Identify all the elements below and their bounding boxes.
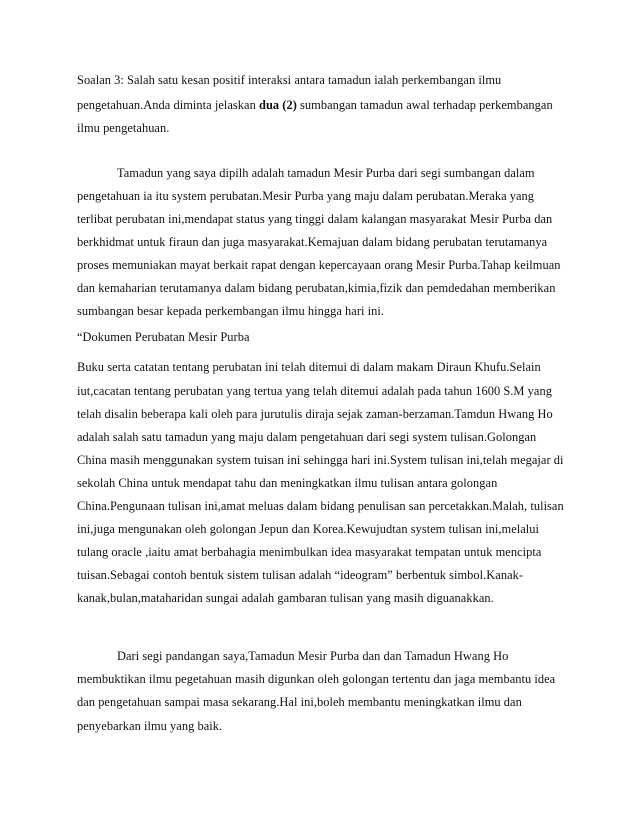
paragraph-line: Buku serta catatan tentang perubatan ini telah ditemui di dalam makam Diraun Khufu.Selain	[77, 360, 541, 374]
paragraph-line: China masih menggunakan system tuisan ini sehingga hari ini.System tulisan ini,telah megajar di	[77, 453, 564, 467]
question-emphasis: dua (2)	[259, 98, 297, 112]
paragraph-line: tulang oracle ,iaitu amat berbahagia menimbulkan idea masyarakat tempatan untuk mencipta	[77, 545, 542, 559]
paragraph-line: sekolah China untuk mendapat tahu dan meningkatkan ilmu tulisan antara golongan	[77, 476, 498, 490]
question-text: sumbangan tamadun awal terhadap perkembangan	[296, 98, 553, 112]
question-line	[77, 98, 553, 113]
paragraph-line: Dari segi pandangan saya,Tamadun Mesir Purba dan dan Tamadun Hwang Ho	[117, 649, 509, 663]
paragraph-line: Tamadun yang saya dipilh adalah tamadun Mesir Purba dari segi sumbangan dalam	[117, 166, 535, 180]
paragraph-line: ini,juga mengunakan oleh golongan Jepun dan Korea.Kewujudtan system tulisan ini,melalui	[77, 522, 540, 536]
question-line: ilmu pengetahuan.	[77, 121, 170, 135]
paragraph-line: telah disalin beberapa kali oleh para jurutulis diraja sejak zaman-berzaman.Tamdun Hwang Ho	[77, 407, 553, 421]
paragraph-line: membuktikan ilmu pegetahuan masih digunkan oleh golongan tertentu dan jaga membantu idea	[77, 672, 556, 686]
section-heading: “Dokumen Perubatan Mesir Purba	[77, 330, 250, 344]
paragraph-line: penyebarkan ilmu yang baik.	[77, 719, 223, 733]
paragraph-line: iut,cacatan tentang perubatan yang tertua yang telah ditemui adalah pada tahun 1600 S.M yang	[77, 384, 552, 398]
paragraph-line: adalah salah satu tamadun yang maju dalam pengetahuan dari segi system tulisan.Golongan	[77, 430, 537, 444]
question-line: Soalan 3: Salah satu kesan positif interaksi antara tamadun ialah perkembangan ilmu	[77, 73, 502, 87]
paragraph-line: terlibat perubatan ini,mendapat status yang tinggi dalam kalangan masyarakat Mesir Purba dan	[77, 212, 553, 226]
question-text: pengetahuan.Anda diminta jelaskan	[77, 98, 259, 112]
paragraph-line: proses memuniakan mayat berkait rapat dengan kepercayaan orang Mesir Purba.Tahap keilmuan	[77, 258, 561, 272]
paragraph-line: pengetahuan ia itu system perubatan.Mesir Purba yang maju dalam perubatan.Meraka yang	[77, 189, 535, 203]
paragraph-line: tuisan.Sebagai contoh bentuk sistem tulisan adalah “ideogram” berbentuk simbol.Kanak-	[77, 568, 524, 582]
paragraph-line: berkhidmat untuk firaun dan juga masyarakat.Kemajuan dalam bidang perubatan terutamanya	[77, 235, 548, 249]
paragraph-line: sumbangan besar kepada perkembangan ilmu hingga hari ini.	[77, 304, 385, 318]
paragraph-line: kanak,bulan,mataharidan sungai adalah gambaran tulisan yang masih diguanakkan.	[77, 591, 494, 605]
paragraph-line: dan kemaharian terutamanya dalam bidang perubatan,kimia,fizik dan pemdedahan memberikan	[77, 281, 556, 295]
paragraph-line: China.Pengunaan tulisan ini,amat meluas dalam bidang penulisan san percetakkan.Malah, tulisan	[77, 499, 564, 513]
paragraph-line: dan pengetahuan sampai masa sekarang.Hal ini,boleh membantu meningkatkan ilmu dan	[77, 695, 522, 709]
